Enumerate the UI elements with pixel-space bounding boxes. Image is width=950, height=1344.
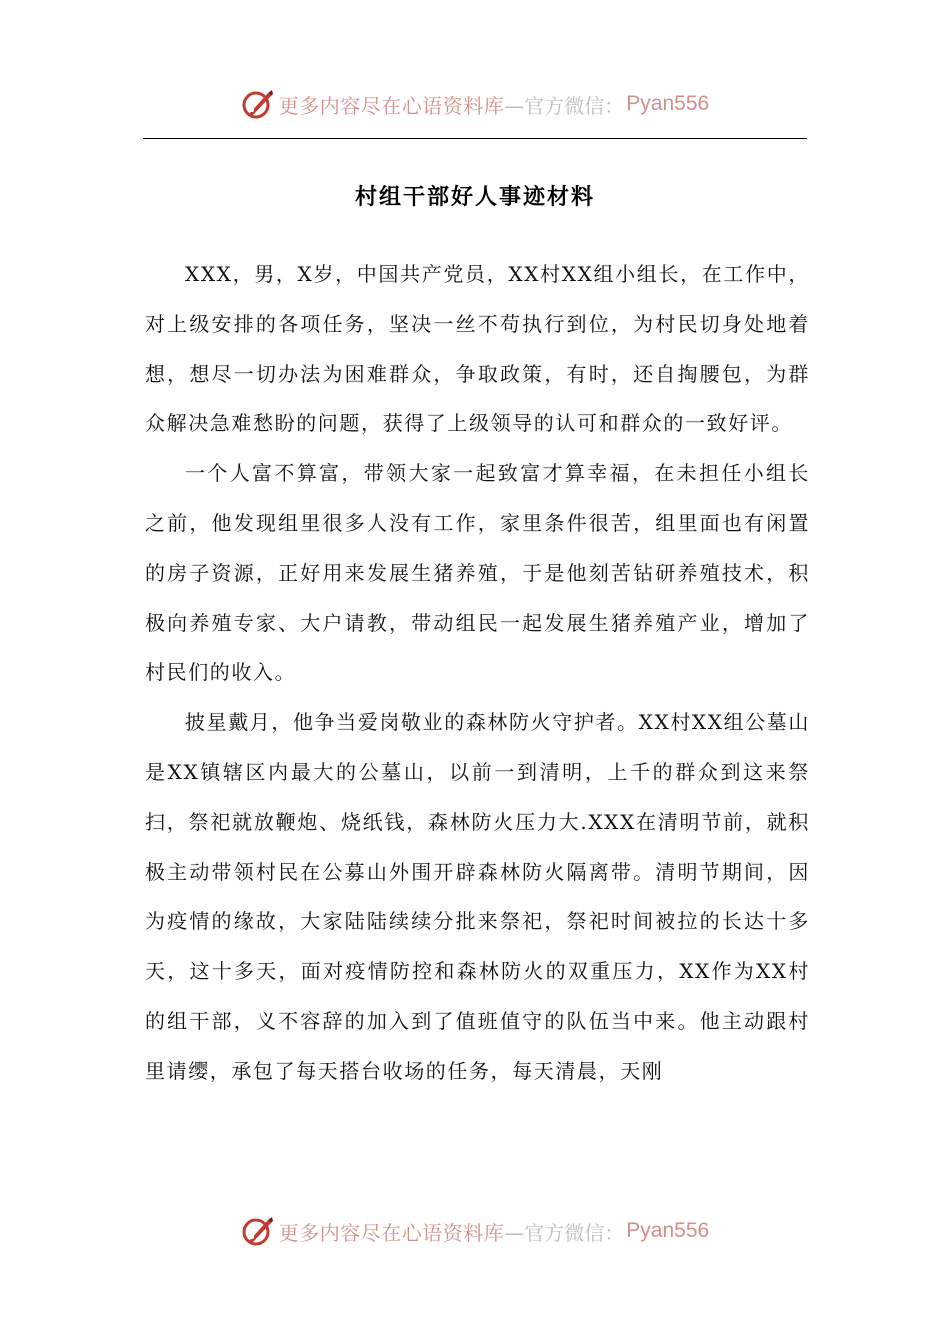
header-banner-suffix: —官方微信： — [504, 93, 625, 118]
document-title: 村组干部好人事迹材料 — [354, 185, 595, 210]
header-banner-wechat-id: Pyan556 — [626, 92, 710, 115]
footer-banner-text: 更多内容尽在心语资料库 — [278, 1220, 505, 1245]
body-paragraph: XXX，男，X岁，中国共产党员，XX村XX组小组长，在工作中，对上级安排的各项任务，坚决一丝不苟执行到位，为村民切身处地着想，想尽一切办法为困难群众，争取政策，有时，还自掏腰包，为群众解决急难愁盼的问题，获得了上级领导的认可和群众的一致好评。 — [145, 262, 810, 436]
header-banner-text: 更多内容尽在心语资料库 — [278, 93, 505, 118]
pen-logo-icon — [241, 87, 275, 121]
footer-watermark-banner — [0, 1209, 950, 1253]
footer-banner-suffix: —官方微信： — [504, 1220, 625, 1245]
document-body — [145, 250, 810, 1097]
body-paragraph: 一个人富不算富，带领大家一起致富才算幸福，在未担任小组长之前，他发现组里很多人没有工作，家里条件很苦，组里面也有闲置的房子资源，正好用来发展生猪养殖，于是他刻苦钻研养殖技术，积极向养殖专家、大户请教，带动组民一起发展生猪养殖产业，增加了村民们的收入。 — [145, 461, 810, 685]
body-paragraph: 披星戴月，他争当爱岗敬业的森林防火守护者。XX村XX组公墓山是XX镇辖区内最大的公墓山，以前一到清明，上千的群众到这来祭扫，祭祀就放鞭炮、烧纸钱，森林防火压力大.XXX在清明节前，就积极主动带领村民在公募山外围开辟森林防火隔离带。清明节期间，因为疫情的缘故，大家陆陆续续分批来祭祀，祭祀时间被拉的长达十多天，这十多天，面对疫情防控和森林防火的双重压力，XX作为XX村的组干部，义不容辞的加入到了值班值守的队伍当中来。他主动跟村里请缨，承包了每天搭台收场的任务，每天清晨，天刚 — [145, 710, 810, 1083]
header-divider — [143, 138, 807, 139]
pen-logo-icon — [241, 1214, 275, 1248]
footer-banner-wechat-id: Pyan556 — [626, 1219, 710, 1242]
header-watermark-banner — [0, 82, 950, 126]
